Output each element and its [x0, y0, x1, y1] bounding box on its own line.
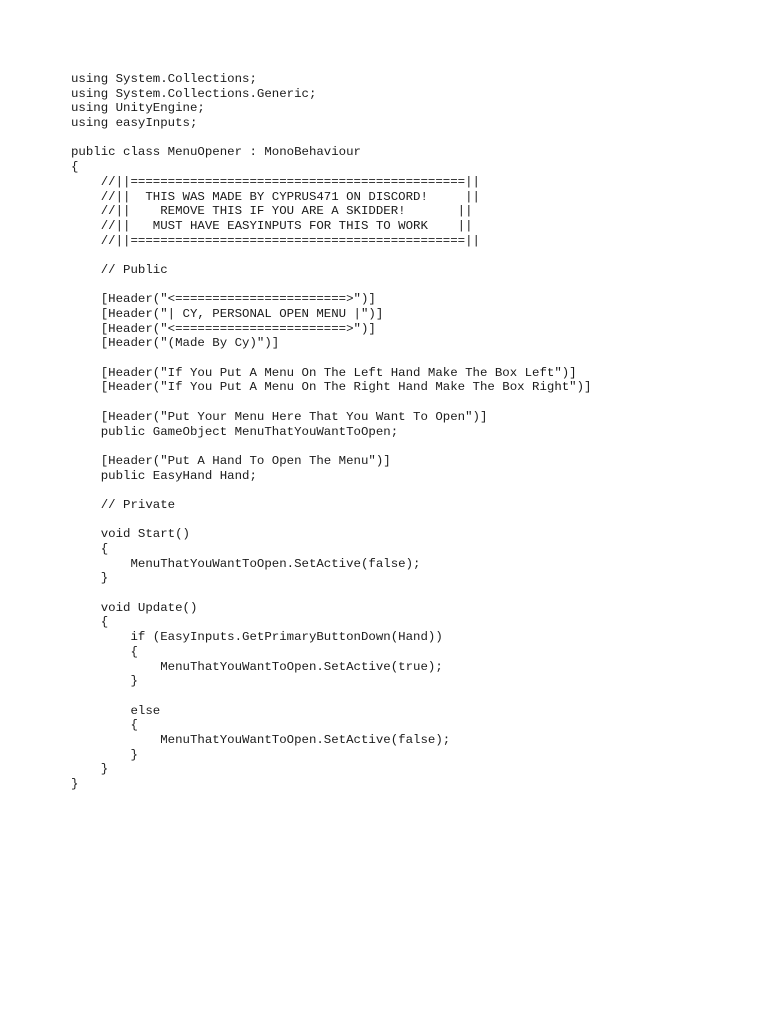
- code-line: using easyInputs;: [71, 116, 198, 131]
- code-line: }: [71, 762, 109, 777]
- comment-banner-line: //||=============================================||: [71, 174, 480, 189]
- code-line: public class MenuOpener : MonoBehaviour: [71, 145, 361, 160]
- field-declaration-line: public GameObject MenuThatYouWantToOpen;: [71, 424, 399, 439]
- code-line: [71, 439, 592, 454]
- code-line: [71, 131, 592, 146]
- code-line: [71, 689, 592, 704]
- code-line: {: [71, 615, 109, 630]
- comment-banner-line: //|| THIS WAS MADE BY CYPRUS471 ON DISCORD! ||: [71, 189, 480, 204]
- code-line: {: [71, 160, 79, 175]
- comment-banner-line: //|| MUST HAVE EASYINPUTS FOR THIS TO WORK ||: [71, 218, 473, 233]
- code-line: {: [71, 542, 109, 556]
- comment-banner-line: //||=============================================||: [71, 233, 480, 248]
- attribute-line: [Header("| CY, PERSONAL OPEN MENU |")]: [71, 307, 384, 321]
- code-line: {: [71, 718, 138, 733]
- code-line: if (EasyInputs.GetPrimaryButtonDown(Hand)): [71, 630, 443, 645]
- code-line: }: [71, 571, 109, 586]
- code-line: using System.Collections;: [71, 72, 257, 86]
- code-line: }: [71, 777, 79, 791]
- code-line: MenuThatYouWantToOpen.SetActive(false);: [71, 732, 451, 747]
- attribute-line: [Header("If You Put A Menu On The Right Hand Make The Box Right")]: [71, 380, 592, 395]
- code-line: }: [71, 674, 138, 689]
- method-declaration-line: void Update(): [71, 600, 198, 615]
- field-declaration-line: public EasyHand Hand;: [71, 468, 257, 483]
- method-declaration-line: void Start(): [71, 527, 190, 542]
- code-line: [71, 586, 592, 601]
- code-line: [71, 351, 592, 366]
- code-line: [71, 483, 592, 498]
- code-line: [71, 248, 592, 263]
- code-line: {: [71, 644, 138, 659]
- code-line: }: [71, 747, 138, 762]
- comment-banner-line: //|| REMOVE THIS IF YOU ARE A SKIDDER! ||: [71, 204, 473, 219]
- attribute-line: [Header("If You Put A Menu On The Left Hand Make The Box Left")]: [71, 365, 577, 380]
- code-block: [71, 72, 592, 792]
- code-line: using System.Collections.Generic;: [71, 86, 317, 101]
- attribute-line: [Header("<=======================>")]: [71, 292, 376, 307]
- code-line: MenuThatYouWantToOpen.SetActive(false);: [71, 556, 421, 571]
- attribute-line: [Header("Put A Hand To Open The Menu")]: [71, 453, 391, 468]
- attribute-line: [Header("(Made By Cy)")]: [71, 336, 280, 351]
- comment-line: // Private: [71, 497, 176, 512]
- attribute-line: [Header("Put Your Menu Here That You Want To Open")]: [71, 409, 488, 424]
- code-line: using UnityEngine;: [71, 101, 205, 116]
- comment-line: // Public: [71, 262, 168, 277]
- code-line: [71, 278, 592, 293]
- code-line: [71, 395, 592, 410]
- code-line: MenuThatYouWantToOpen.SetActive(true);: [71, 659, 443, 674]
- code-line: [71, 513, 592, 528]
- attribute-line: [Header("<=======================>")]: [71, 321, 376, 336]
- code-line: else: [71, 703, 161, 718]
